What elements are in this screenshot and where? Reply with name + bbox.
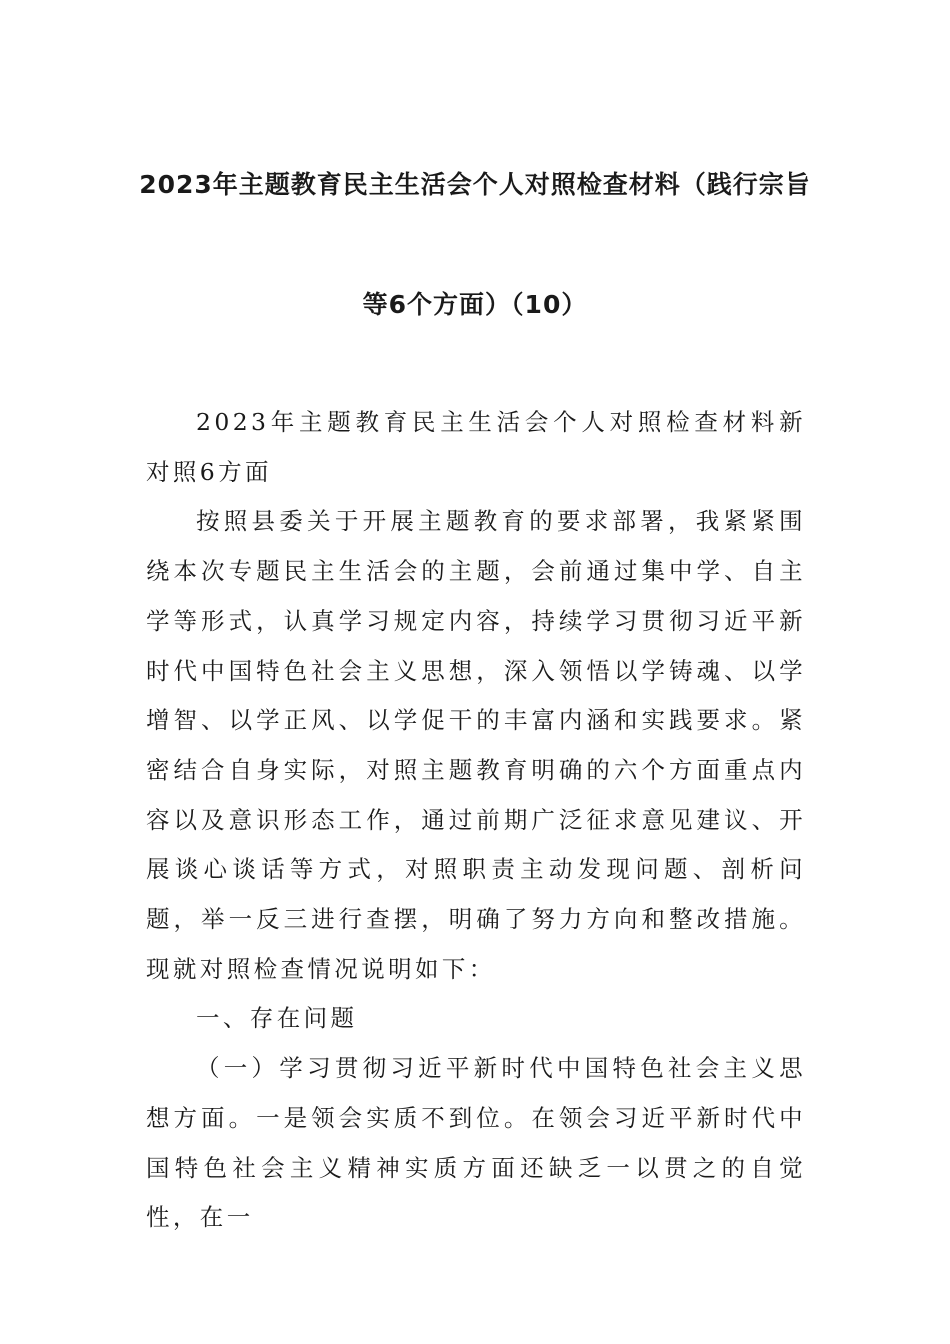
intro-paragraph: 按照县委关于开展主题教育的要求部署，我紧紧围绕本次专题民主生活会的主题，会前通过集中学、自主学等形式，认真学习规定内容，持续学习贯彻习近平新时代中国特色社会主义思想，深入领悟以学铸魂、以学增智、以学正风、以学促干的丰富内涵和实践要求。紧密结合自身实际，对照主题教育明确的六个方面重点内容以及意识形态工作，通过前期广泛征求意见建议、开展谈心谈话等方式，对照职责主动发现问题、剖析问题，举一反三进行查摆，明确了努力方向和整改措施。现就对照检查情况说明如下：	[146, 507, 806, 983]
document-body	[146, 398, 806, 1243]
document-title-line-2: 等6个方面）（10）	[362, 290, 588, 319]
subtitle-paragraph: 2023年主题教育民主生活会个人对照检查材料新对照6方面	[146, 408, 806, 486]
section-heading: 一、存在问题	[196, 1004, 358, 1033]
section-1-paragraph: （一）学习贯彻习近平新时代中国特色社会主义思想方面。一是领会实质不到位。在领会习近平新时代中国特色社会主义精神实质方面还缺乏一以贯之的自觉性，在一	[146, 1054, 806, 1232]
document-title-line-1: 2023年主题教育民主生活会个人对照检查材料（践行宗旨	[139, 170, 811, 199]
